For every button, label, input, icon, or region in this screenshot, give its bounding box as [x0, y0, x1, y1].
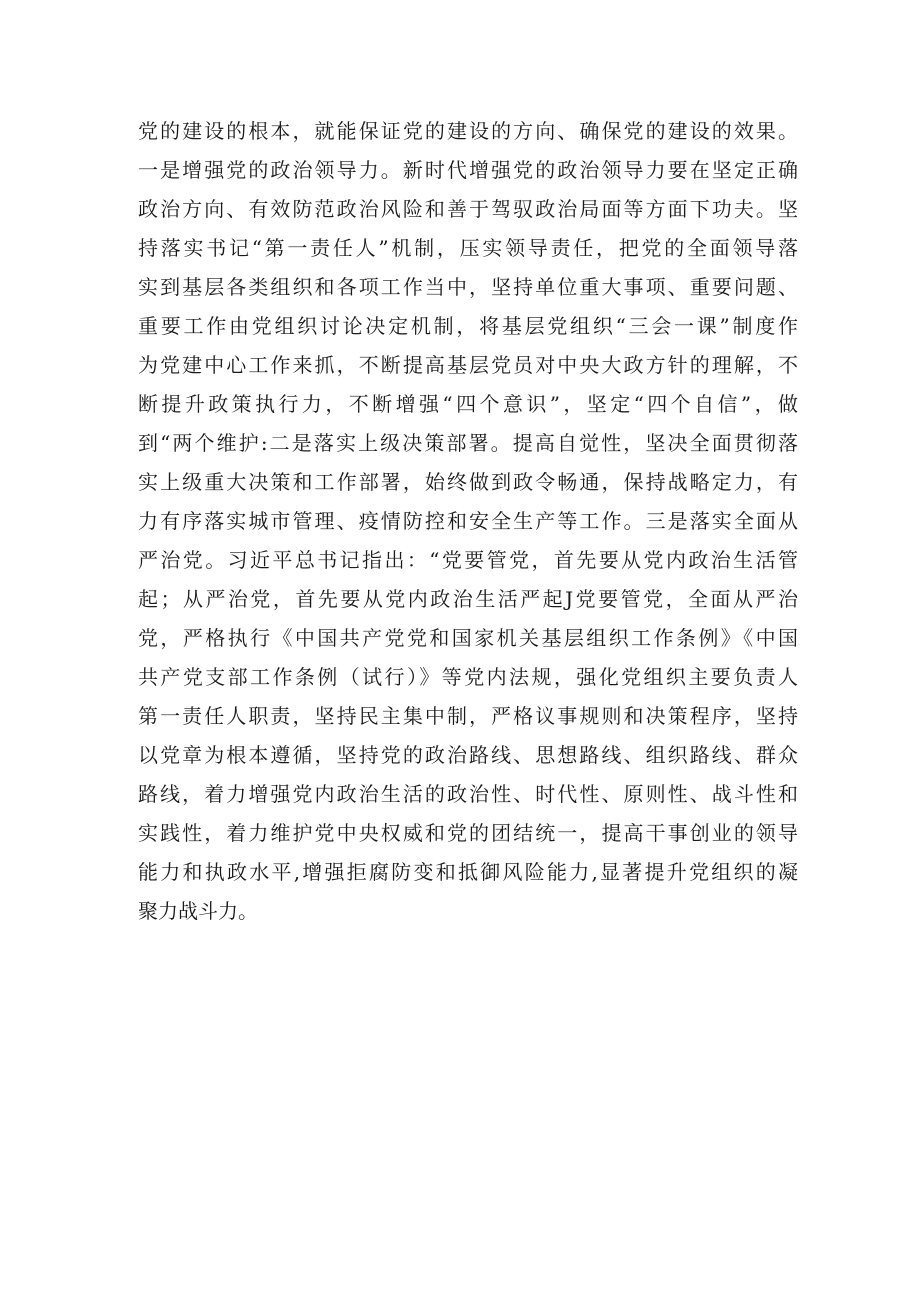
text-line: 共产党支部工作条例（试行）》等党内法规，强化党组织主要负责人	[138, 665, 798, 689]
text-line: 为党建中心工作来抓，不断提高基层党员对中央大政方针的理解，不	[138, 353, 798, 377]
text-line: 党，严格执行《中国共产党党和国家机关基层组织工作条例》《中国	[138, 626, 798, 650]
text-line: 党的建设的根本，就能保证党的建设的方向、确保党的建设的效果。	[138, 119, 798, 143]
text-line: 实践性，着力维护党中央权威和党的团结统一，提高干事创业的领导	[138, 821, 798, 845]
text-line: 严治党。习近平总书记指出：“党要管党，首先要从党内政治生活管	[138, 548, 798, 572]
text-line: 起；从严治党，首先要从党内政治生活严起J党要管党，全面从严治	[138, 587, 798, 611]
text-line: 力有序落实城市管理、疫情防控和安全生产等工作。三是落实全面从	[138, 509, 798, 533]
text-line: 以党章为根本遵循，坚持党的政治路线、思想路线、组织路线、群众	[138, 743, 798, 767]
text-line: 到“两个维护:二是落实上级决策部署。提高自觉性，坚决全面贯彻落	[138, 431, 798, 455]
text-line: 持落实书记“第一责任人”机制，压实领导责任，把党的全面领导落	[138, 236, 798, 260]
body-paragraph	[138, 112, 798, 931]
text-line: 能力和执政水平,增强拒腐防变和抵御风险能力,显著提升党组织的凝	[138, 860, 798, 884]
text-line: 第一责任人职责，坚持民主集中制，严格议事规则和决策程序，坚持	[138, 704, 798, 728]
text-line: 实到基层各类组织和各项工作当中，坚持单位重大事项、重要问题、	[138, 275, 798, 299]
text-line: 断提升政策执行力，不断增强“四个意识”，坚定“四个自信”，做	[138, 392, 798, 416]
text-line: 实上级重大决策和工作部署，始终做到政令畅通，保持战略定力，有	[138, 470, 798, 494]
text-line: 政治方向、有效防范政治风险和善于驾驭政治局面等方面下功夫。坚	[138, 197, 798, 221]
text-line: 一是增强党的政治领导力。新时代增强党的政治领导力要在坚定正确	[138, 158, 798, 182]
text-line: 路线，着力增强党内政治生活的政治性、时代性、原则性、战斗性和	[138, 782, 798, 806]
text-line: 重要工作由党组织讨论决定机制，将基层党组织“三会一课”制度作	[138, 314, 798, 338]
text-line: 聚力战斗力。	[138, 899, 258, 923]
